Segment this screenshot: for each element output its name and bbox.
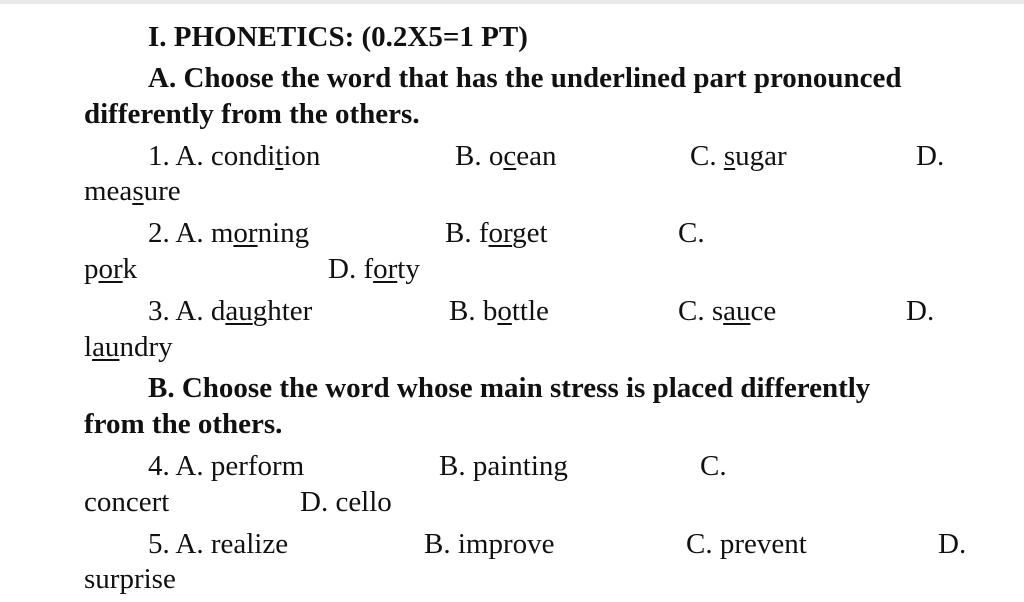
underlined-part: c [503,140,517,172]
q2-option-a: 2. A. morning [148,217,310,249]
underlined-part: t [275,140,284,172]
q4-option-a: 4. A. perform [148,450,305,482]
q1-option-d-label: D. [916,140,945,172]
section-b-heading-line2: from the others. [84,408,283,440]
q1-option-b: B. ocean [455,140,557,172]
q5-option-d-label: D. [938,528,967,560]
underlined-part: or [488,217,513,249]
q4-option-d: D. cello [300,486,392,518]
q2-option-c-label: C. [678,217,705,249]
q2-option-c: pork [84,253,138,285]
section-a-heading-line2: differently from the others. [84,98,420,130]
underlined-part: au [92,331,120,363]
underlined-part: or [98,253,123,285]
underlined-part: or [373,253,398,285]
q5-option-b: B. improve [424,528,555,560]
q3-option-d-label: D. [906,295,935,327]
q4-option-b: B. painting [439,450,568,482]
underlined-part: s [723,140,736,172]
underlined-part: au [723,295,751,327]
q5-option-a: 5. A. realize [148,528,289,560]
section-a-heading-line1: A. Choose the word that has the underlined part pronounced [148,62,902,94]
q3-option-a: 3. A. daughter [148,295,313,327]
q3-option-d: laundry [84,331,173,363]
underlined-part: s [132,175,144,207]
underlined-part: or [233,217,258,249]
q3-option-c: C. sauce [678,295,777,327]
q2-option-d: D. forty [328,253,420,285]
underlined-part: au [225,295,253,327]
underlined-part: o [497,295,512,327]
q3-option-b: B. bottle [449,295,549,327]
q4-option-c-label: C. [700,450,727,482]
q2-option-b: B. forget [445,217,548,249]
q1-option-c: C. sugar [690,140,787,172]
q1-option-d: measure [84,175,181,207]
section-b-heading-line1: B. Choose the word whose main stress is placed differently [148,372,871,404]
q5-option-c: C. prevent [686,528,807,560]
q4-option-c: concert [84,486,170,518]
q1-option-a: 1. A. condition [148,140,321,172]
q5-option-d: surprise [84,563,176,595]
page-title: I. PHONETICS: (0.2X5=1 PT) [148,21,528,53]
